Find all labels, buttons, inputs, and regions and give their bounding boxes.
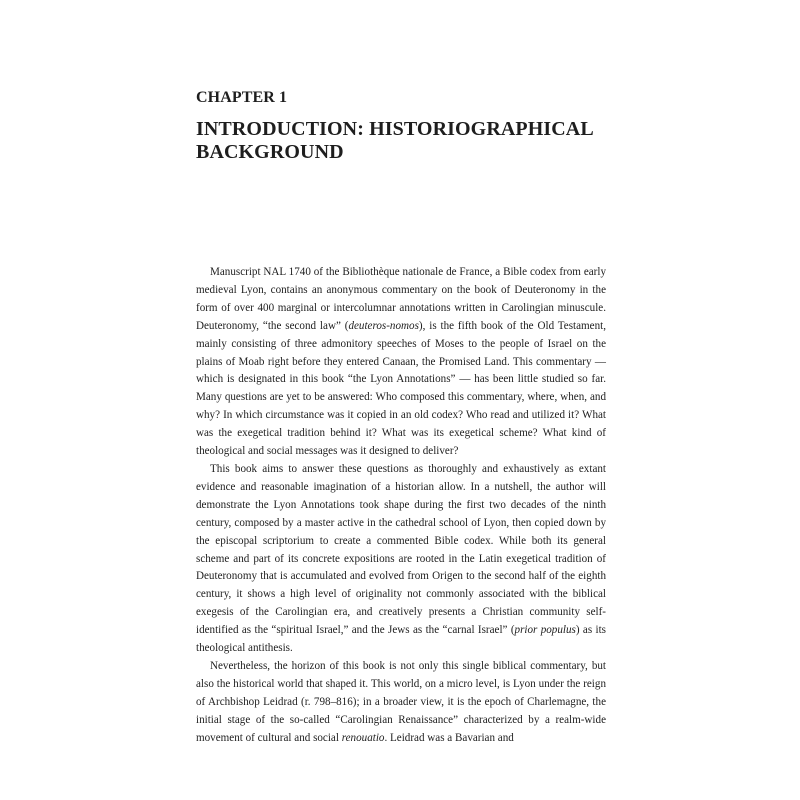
italic-term: prior populus xyxy=(514,624,576,637)
paragraph-text: ), is the fifth book of the Old Testament, mainly consisting of three admonitory speeches of Moses to the people of Israel on the plains of Moab right before they entered Canaan, the Promised Land. This commentary — which is designated in this book “the Lyon Annotations” — has been little studied so far. Many questions are yet to be answered: Who composed this commentary, where, when, and why? In which circumstance was it copied in an old codex? Who read and utilized it? What was the exegetical tradition behind it? What was its exegetical scheme? What kind of theological and social messages was it designed to deliver? xyxy=(196,319,606,458)
chapter-number: CHAPTER 1 xyxy=(196,89,288,106)
paragraph-2 xyxy=(196,461,606,658)
paragraph-3 xyxy=(196,658,606,748)
paragraph-text: This book aims to answer these questions as thoroughly and exhaustively as extant evidence and reasonable imagination of a historian allow. In a nutshell, the author will demonstrate the Lyon Annotations took shape during the first two decades of the ninth century, composed by a master active in the cathedral school of Lyon, then copied down by the episcopal scriptorium to create a commented Bible codex. While both its general scheme and part of its concrete expositions are rooted in the Latin exegetical tradition of Deuteronomy that is accumulated and evolved from Origen to the second half of the eighth century, it shows a high level of originality not commonly associated with the biblical exegesis of the Carolingian era, and creatively presents a Christian community self-identified as the “spiritual Israel,” and the Jews as the “carnal Israel” ( xyxy=(196,462,606,637)
body-text xyxy=(196,264,606,747)
paragraph-text: Manuscript NAL 1740 of the Bibliothèque nationale de France, a Bible codex from early medieval Lyon, contains an anonymous commentary on the book of Deuteronomy in the form of over 400 marginal or intercolumnar annotations written in Carolingian minuscule. Deuteronomy, “the second law” ( xyxy=(196,266,606,332)
paragraph-text: . Leidrad was a Bavarian and xyxy=(384,731,514,744)
paragraph-text: ) as its theological antithesis. xyxy=(196,624,606,655)
italic-term: renouatio xyxy=(341,731,385,744)
chapter-title-line-1: INTRODUCTION: HISTORIOGRAPHICAL xyxy=(196,118,594,140)
chapter-title-line-2: BACKGROUND xyxy=(196,141,344,163)
paragraph-text: Nevertheless, the horizon of this book is not only this single biblical commentary, but also the historical world that shaped it. This world, on a micro level, is Lyon under the reign of Archbishop Leidrad (r. 798–816); in a broader view, it is the epoch of Charlemagne, the initial stage of the so-called “Carolingian Renaissance” characterized by a realm-wide movement of cultural and social xyxy=(196,659,606,744)
italic-term: deuteros-nomos xyxy=(348,319,419,332)
book-page xyxy=(196,88,606,744)
chapter-title xyxy=(196,118,606,164)
paragraph-1 xyxy=(196,264,606,461)
